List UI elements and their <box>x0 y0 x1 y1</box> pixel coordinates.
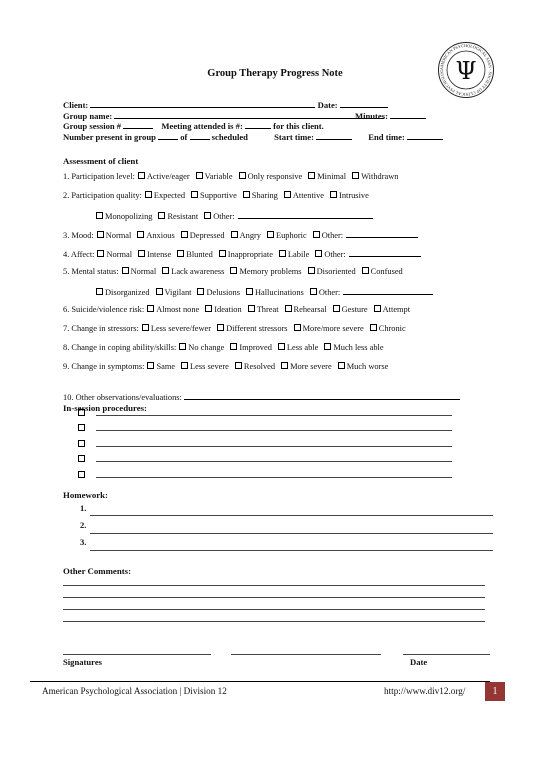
checkbox[interactable] <box>308 172 315 179</box>
checkbox-label: Less severe/fewer <box>150 324 212 333</box>
checkbox[interactable] <box>230 343 237 350</box>
checkbox[interactable] <box>181 231 188 238</box>
checkbox-label: Attempt <box>382 305 411 314</box>
assessment-item <box>63 343 387 352</box>
checkbox[interactable] <box>370 324 377 331</box>
checkbox-label: Gesture <box>341 305 368 314</box>
scheduled-field[interactable] <box>190 131 210 140</box>
checkbox-label: Different stressors <box>226 324 288 333</box>
checkbox-label: Same <box>156 362 176 371</box>
checkbox-label: Inappropriate <box>227 250 273 259</box>
assessment-item <box>63 191 372 200</box>
checkbox[interactable] <box>142 324 149 331</box>
assessment-item-label: 9. Change in symptoms: <box>63 362 145 371</box>
checkbox-label: Normal <box>130 267 157 276</box>
checkbox[interactable] <box>338 362 345 369</box>
checkbox[interactable] <box>330 191 337 198</box>
in-session-heading: In-session procedures: <box>63 403 147 413</box>
other-field[interactable] <box>238 210 373 219</box>
checkbox[interactable] <box>324 343 331 350</box>
checkbox[interactable] <box>219 250 226 257</box>
checkbox-label: Expected <box>153 191 186 200</box>
checkbox-label: More/more severe <box>302 324 364 333</box>
assessment-item-label: 5. Mental status: <box>63 267 119 276</box>
assessment-item-label: 6. Suicide/violence risk: <box>63 305 145 314</box>
checkbox[interactable] <box>279 250 286 257</box>
checkbox[interactable] <box>248 305 255 312</box>
signatures-label: Signatures <box>63 657 102 667</box>
checkbox[interactable] <box>204 212 211 219</box>
other-field[interactable] <box>349 248 421 257</box>
scheduled-label: scheduled <box>211 132 248 142</box>
comment-line[interactable] <box>63 585 485 586</box>
checkbox-label: No change <box>188 343 225 352</box>
assessment-item <box>63 172 401 181</box>
checkbox[interactable] <box>158 212 165 219</box>
checkbox-label: Euphoric <box>276 231 307 240</box>
footer-url[interactable]: http://www.div12.org/ <box>384 686 466 696</box>
date-field[interactable] <box>340 99 388 108</box>
procedure-checkbox[interactable] <box>78 471 85 478</box>
checkbox-label: Labile <box>287 250 310 259</box>
checkbox-label: Intrusive <box>339 191 369 200</box>
assessment-item <box>63 248 421 259</box>
other-comments-heading: Other Comments: <box>63 566 131 576</box>
group-name-field[interactable] <box>114 110 384 119</box>
procedure-checkbox[interactable] <box>78 409 85 416</box>
checkbox[interactable] <box>156 288 163 295</box>
checkbox[interactable] <box>285 305 292 312</box>
other-observations-label: 10. Other observations/evaluations: <box>63 393 182 402</box>
checkbox[interactable] <box>239 172 246 179</box>
comment-line[interactable] <box>63 609 485 610</box>
other-observations-field[interactable] <box>184 391 460 400</box>
assessment-item-label: 3. Mood: <box>63 231 94 240</box>
checkbox-label: Active/eager <box>146 172 190 181</box>
checkbox-label: Other: <box>321 231 344 240</box>
checkbox-label: Variable <box>204 172 233 181</box>
minutes-row <box>355 110 426 121</box>
checkbox[interactable] <box>138 250 145 257</box>
checkbox-label: Sharing <box>251 191 278 200</box>
svg-text:Ψ: Ψ <box>455 57 477 85</box>
homework-line[interactable] <box>90 550 493 551</box>
checkbox-label: Memory problems <box>239 267 302 276</box>
of-label: of <box>180 132 188 142</box>
checkbox-label: Vigilant <box>164 288 192 297</box>
meeting-attended-field[interactable] <box>245 120 271 129</box>
number-present-row <box>63 131 443 142</box>
checkbox[interactable] <box>362 267 369 274</box>
checkbox[interactable] <box>315 250 322 257</box>
procedure-line[interactable] <box>96 461 452 462</box>
apa-seal-logo <box>437 41 495 99</box>
assessment-item <box>63 267 406 276</box>
homework-line[interactable] <box>90 515 493 516</box>
end-time-field[interactable] <box>407 131 443 140</box>
signature-date-label: Date <box>410 657 428 667</box>
client-label: Client: <box>63 100 89 110</box>
comment-line[interactable] <box>63 597 485 598</box>
checkbox-label: Lack awareness <box>171 267 225 276</box>
checkbox[interactable] <box>284 191 291 198</box>
checkbox[interactable] <box>162 267 169 274</box>
start-time-field[interactable] <box>316 131 352 140</box>
checkbox[interactable] <box>181 362 188 369</box>
checkbox-label: Angry <box>239 231 261 240</box>
date-label: Date: <box>317 100 338 110</box>
procedure-line[interactable] <box>96 477 452 478</box>
assessment-item-label: 8. Change in coping ability/skills: <box>63 343 177 352</box>
checkbox-label: Disoriented <box>316 267 356 276</box>
assessment-item <box>63 229 418 240</box>
checkbox[interactable] <box>137 231 144 238</box>
checkbox[interactable] <box>235 362 242 369</box>
checkbox-label: Less able <box>286 343 319 352</box>
checkbox-label: Other: <box>324 250 346 259</box>
checkbox[interactable] <box>281 362 288 369</box>
assessment-item-label: 4. Affect: <box>63 250 95 259</box>
footer-org: American Psychological Association | Division 12 <box>42 686 227 696</box>
checkbox[interactable] <box>231 231 238 238</box>
checkbox[interactable] <box>313 231 320 238</box>
number-present-field[interactable] <box>158 131 178 140</box>
signature-line[interactable] <box>63 654 211 655</box>
checkbox-label: Ideation <box>214 305 242 314</box>
assessment-heading: Assessment of client <box>63 156 139 166</box>
checkbox[interactable] <box>97 231 104 238</box>
meeting-attended-label: Meeting attended is #: <box>161 121 243 131</box>
checkbox[interactable] <box>197 288 204 295</box>
assessment-item-label: 7. Change in stressors: <box>63 324 139 333</box>
checkbox-label: Minimal <box>317 172 347 181</box>
checkbox-label: Normal <box>105 231 132 240</box>
signature-line[interactable] <box>231 654 381 655</box>
footer-rule <box>30 681 490 682</box>
checkbox[interactable] <box>191 191 198 198</box>
homework-line[interactable] <box>90 533 493 534</box>
assessment-item-label: 1. Participation level: <box>63 172 135 181</box>
checkbox[interactable] <box>97 250 104 257</box>
assessment-item <box>63 362 391 371</box>
checkbox-label: Resistant <box>167 212 199 221</box>
checkbox[interactable] <box>205 305 212 312</box>
procedure-checkbox[interactable] <box>78 424 85 431</box>
other-field[interactable] <box>343 286 433 295</box>
checkbox[interactable] <box>147 362 154 369</box>
checkbox-label: Intense <box>147 250 172 259</box>
checkbox-label: Other: <box>318 288 341 297</box>
homework-heading: Homework: <box>63 490 108 500</box>
checkbox-label: Threat <box>256 305 279 314</box>
checkbox-label: Blunted <box>186 250 213 259</box>
assessment-item <box>63 305 413 314</box>
checkbox[interactable] <box>267 231 274 238</box>
checkbox[interactable] <box>278 343 285 350</box>
procedure-line[interactable] <box>96 430 452 431</box>
page-number: 1 <box>485 682 505 701</box>
homework-number: 2. <box>80 520 87 530</box>
checkbox[interactable] <box>310 288 317 295</box>
checkbox[interactable] <box>243 191 250 198</box>
checkbox-label: More severe <box>290 362 332 371</box>
checkbox-label: Depressed <box>189 231 225 240</box>
minutes-field[interactable] <box>390 110 426 119</box>
procedure-checkbox[interactable] <box>78 455 85 462</box>
number-present-label: Number present in group <box>63 132 156 142</box>
checkbox[interactable] <box>333 305 340 312</box>
checkbox[interactable] <box>96 212 103 219</box>
checkbox-label: Almost none <box>156 305 200 314</box>
checkbox-label: Resolved <box>243 362 276 371</box>
checkbox[interactable] <box>217 324 224 331</box>
checkbox-label: Hallucinations <box>254 288 304 297</box>
assessment-item <box>93 286 433 297</box>
checkbox-label: Monopolizing <box>105 212 153 221</box>
comment-line[interactable] <box>63 621 485 622</box>
checkbox[interactable] <box>246 288 253 295</box>
other-observations-row <box>63 391 460 402</box>
homework-number: 1. <box>80 503 87 513</box>
checkbox[interactable] <box>122 267 129 274</box>
checkbox-label: Less severe <box>190 362 229 371</box>
checkbox[interactable] <box>145 191 152 198</box>
group-session-label: Group session # <box>63 121 122 131</box>
checkbox-label: Confused <box>370 267 403 276</box>
checkbox-label: Much worse <box>346 362 389 371</box>
checkbox[interactable] <box>179 343 186 350</box>
assessment-item <box>93 210 373 221</box>
checkbox[interactable] <box>177 250 184 257</box>
checkbox[interactable] <box>308 267 315 274</box>
checkbox-label: Only responsive <box>247 172 303 181</box>
checkbox-label: Delusions <box>206 288 240 297</box>
checkbox-label: Rehearsal <box>293 305 327 314</box>
minutes-label: Minutes: <box>355 111 388 121</box>
checkbox[interactable] <box>138 172 145 179</box>
checkbox-label: Other: <box>213 212 235 221</box>
procedure-line[interactable] <box>96 446 452 447</box>
group-name-label: Group name: <box>63 111 113 121</box>
checkbox[interactable] <box>294 324 301 331</box>
checkbox[interactable] <box>374 305 381 312</box>
checkbox[interactable] <box>147 305 154 312</box>
client-row <box>63 99 388 110</box>
checkbox-label: Much less able <box>333 343 384 352</box>
checkbox-label: Anxious <box>146 231 175 240</box>
date-line[interactable] <box>403 654 490 655</box>
for-this-client-label: for this client. <box>273 121 324 131</box>
client-field[interactable] <box>90 99 315 108</box>
procedure-line[interactable] <box>96 415 452 416</box>
svg-text:AMERICAN PSYCHOLOGICAL ASSN ·: AMERICAN PSYCHOLOGICAL ASSN · SOCIETY OF CLINICAL PSYCHOLOG <box>438 42 494 98</box>
assessment-item <box>63 324 409 333</box>
homework-number: 3. <box>80 537 87 547</box>
checkbox-label: Chronic <box>378 324 406 333</box>
checkbox-label: Improved <box>239 343 272 352</box>
checkbox[interactable] <box>196 172 203 179</box>
checkbox[interactable] <box>96 288 103 295</box>
page-title: Group Therapy Progress Note <box>207 68 343 79</box>
end-time-label: End time: <box>368 132 405 142</box>
checkbox-label: Disorganized <box>105 288 150 297</box>
checkbox[interactable] <box>230 267 237 274</box>
checkbox-label: Supportive <box>200 191 237 200</box>
group-session-field[interactable] <box>123 120 153 129</box>
group-session-row <box>63 120 324 131</box>
other-field[interactable] <box>346 229 418 238</box>
checkbox-label: Withdrawn <box>361 172 399 181</box>
assessment-item-label: 2. Participation quality: <box>63 191 142 200</box>
procedure-checkbox[interactable] <box>78 440 85 447</box>
start-time-label: Start time: <box>274 132 314 142</box>
checkbox-label: Normal <box>106 250 133 259</box>
checkbox-label: Attentive <box>292 191 325 200</box>
checkbox[interactable] <box>352 172 359 179</box>
